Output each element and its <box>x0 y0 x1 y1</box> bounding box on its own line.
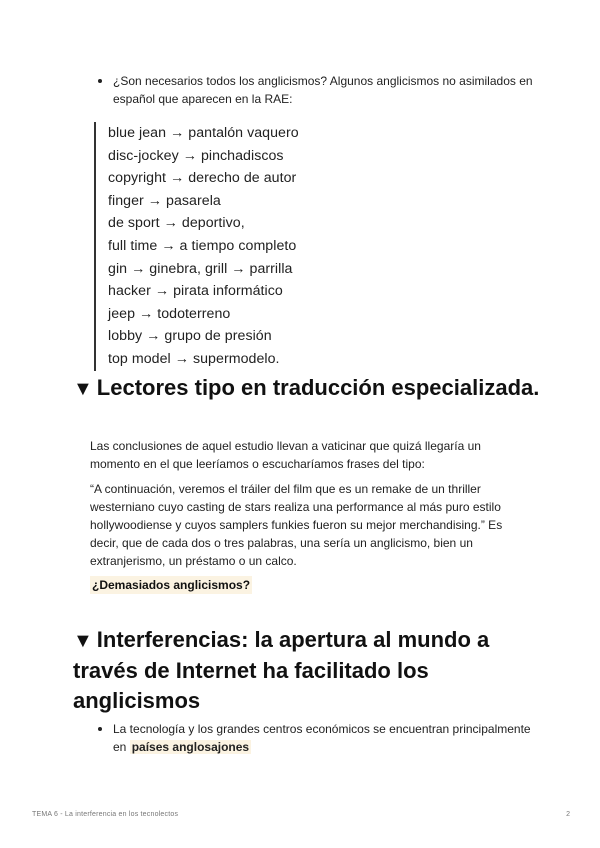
section-heading-lectores[interactable] <box>73 373 543 404</box>
intro-text: ¿Son necesarios todos los anglicismos? Algunos anglicismos no asimilados en español que aparecen en la RAE: <box>113 74 533 106</box>
anglicism-line: finger → pasarela <box>108 192 221 209</box>
anglicisms-blockquote <box>94 122 408 371</box>
anglicism-line: disc-jockey → pinchadiscos <box>108 147 284 164</box>
demasiados-anglicismos-link[interactable]: ¿Demasiados anglicismos? <box>92 578 251 592</box>
anglicism-line: full time → a tiempo completo <box>108 237 297 254</box>
toggle-triangle-icon[interactable]: ▼ <box>73 378 93 400</box>
bullet-text: La tecnología y los grandes centros económicos se encuentran principalmente en <box>113 722 531 754</box>
anglicism-line: top model → supermodelo. <box>108 350 280 367</box>
section-heading-interferencias[interactable] <box>73 625 543 716</box>
anglicism-line: blue jean → pantalón vaquero <box>108 125 299 141</box>
anglicism-line: lobby → grupo de presión <box>108 328 272 345</box>
heading-text: Interferencias: la apertura al mundo a través de Internet ha facilitado los anglicismos <box>73 627 490 713</box>
list-item <box>113 720 543 756</box>
anglicism-line: copyright → derecho de autor <box>108 170 297 187</box>
heading-text: Lectores tipo en traducción especializada. <box>96 375 540 400</box>
page-number: 2 <box>566 811 570 818</box>
anglicism-line: de sport → deportivo, <box>108 215 245 232</box>
footer-title: TEMA 6 - La interferencia en los tecnolectos <box>32 811 179 818</box>
tech-bullet-list <box>113 720 543 756</box>
intro-bullet-list <box>113 72 543 108</box>
highlight-paises-anglosajones: países anglosajones <box>131 740 250 754</box>
paragraph-example-quote: “A continuación, veremos el tráiler del film que es un remake de un thriller westerniano cuyo casting de stars realiza una performance al más puro estilo hollywoodiense y cuyos samplers funkies fueron su mejor merchandising.” Es decir, que de cada dos o tres palabras, una sería un anglicismo, bien un extranjerismo, un préstamo o un calco. <box>90 482 503 568</box>
bullet-dot-icon <box>98 79 102 83</box>
paragraph-conclusions: Las conclusiones de aquel estudio llevan a vaticinar que quizá llegaría un momento en el que leeríamos o escucharíamos frases del tipo: <box>90 439 481 471</box>
anglicism-line: hacker → pirata informático <box>108 283 283 300</box>
toggle-triangle-icon[interactable]: ▼ <box>73 630 93 652</box>
anglicism-line: jeep → todoterreno <box>108 305 231 322</box>
anglicism-line: gin → ginebra, grill → parrilla <box>108 260 293 277</box>
bullet-dot-icon <box>98 727 102 731</box>
list-item <box>113 72 543 108</box>
